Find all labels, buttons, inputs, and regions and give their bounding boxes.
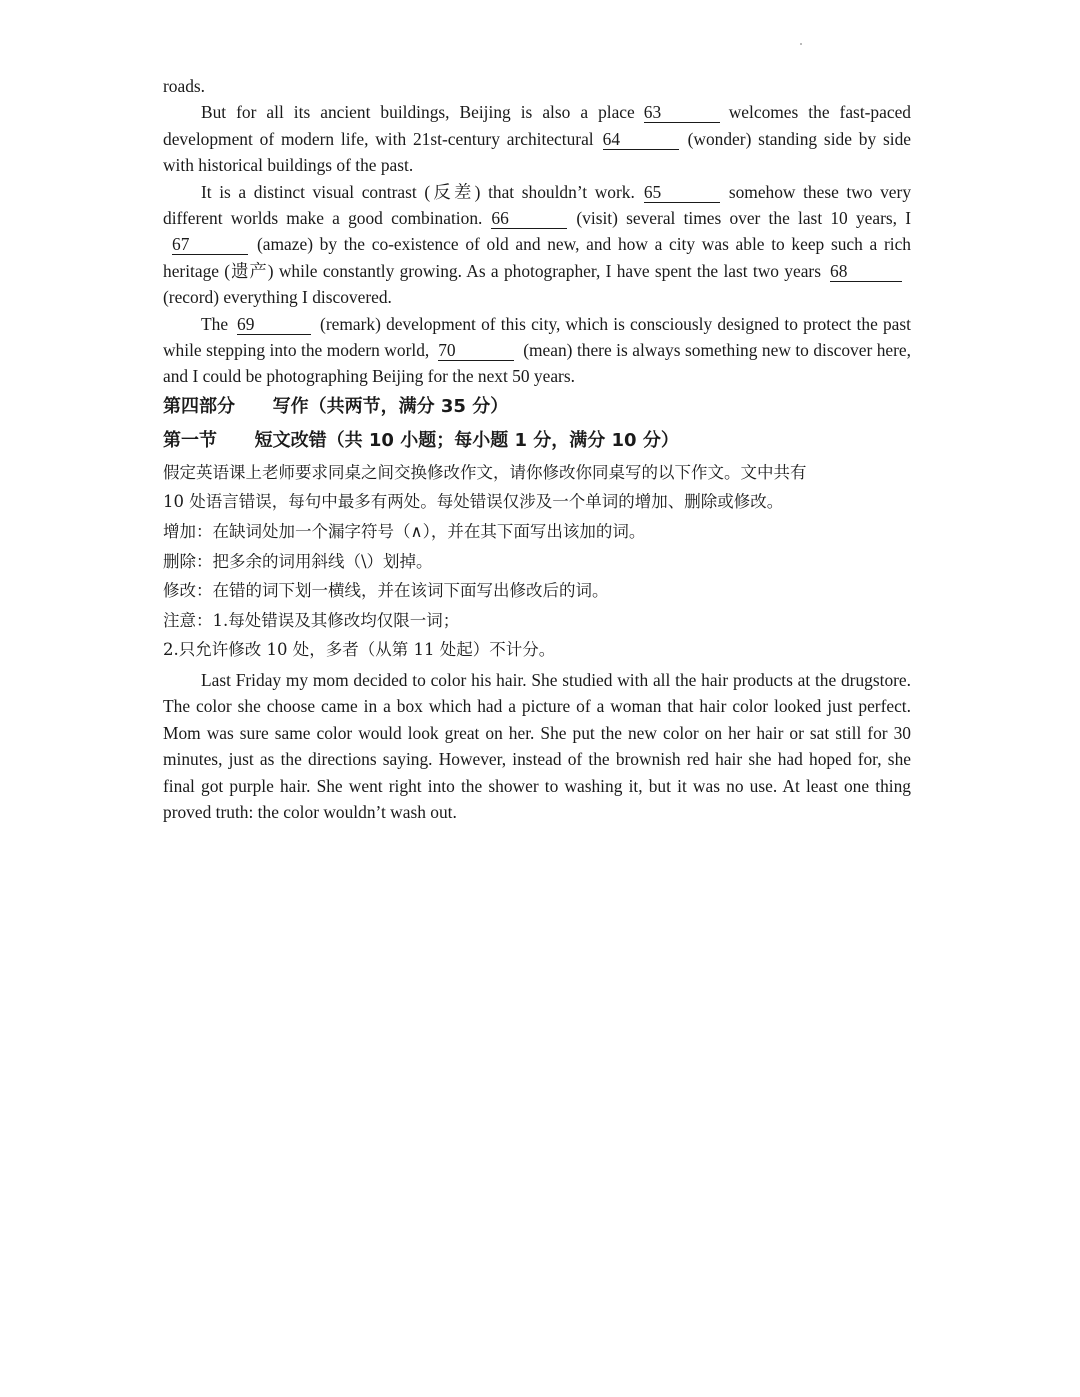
subsection-number: 第一节	[163, 429, 217, 451]
passage-paragraph-69-70	[163, 311, 911, 390]
instruction-note-2: 2.只允许修改 10 处，多者（从第 11 处起）不计分。	[163, 640, 556, 660]
section-heading-writing	[163, 390, 911, 424]
passage-text: welcomes the fast-paced development of modern life, with 21st-century architectural	[163, 102, 911, 149]
blank-67[interactable]: 67	[172, 235, 248, 255]
passage-paragraph-63-64	[163, 99, 911, 178]
essay-paragraph: Last Friday my mom decided to color his hair. She studied with all the hair products at the drugstore. The color she choose came in a box which had a picture of a woman that hair color looked just perfect. Mom was sure same color would look great on her. She put the new color on her hair or sat still for 30 minutes, just as the directions saying. However, instead of the brownish red hair she had hoped for, she final got purple hair. She went right into the shower to washing it, but it was no use. At least one thing proved truth: the color wouldn’t wash out.	[163, 670, 911, 823]
passage-text: (remark) development of this city, which is consciously designed to protect the past while stepping into the modern world,	[163, 313, 911, 361]
section-title: 写作（共两节，满分 35 分）	[272, 395, 509, 417]
instruction-delete: 删除：把多余的词用斜线（\）划掉。	[163, 551, 433, 571]
scan-speck	[800, 43, 802, 45]
instruction-modify: 修改：在错的词下划一横线，并在该词下面写出修改后的词。	[163, 581, 609, 601]
blank-63[interactable]: 63	[644, 103, 720, 123]
instruction-add: 增加：在缺词处加一个漏字符号（∧），并在其下面写出该加的词。	[163, 522, 646, 542]
passage-text: But for all its ancient buildings, Beijing is also a place	[201, 102, 635, 123]
passage-text: The	[201, 313, 229, 334]
section-number: 第四部分	[163, 395, 235, 417]
blank-66[interactable]: 66	[491, 209, 567, 229]
passage-text: (wonder) standing side by side with historical buildings of the past.	[163, 128, 911, 176]
exam-page	[163, 73, 911, 825]
instruction-line: 10 处语言错误，每句中最多有两处。每处错误仅涉及一个单词的增加、删除或修改。	[163, 492, 784, 512]
subsection-heading-error-correction	[163, 424, 911, 458]
instruction-note-1: 注意：1.每处错误及其修改均仅限一词；	[163, 610, 460, 630]
passage-text: (visit) several times over the last 10 years, I	[576, 208, 911, 229]
passage-text: (record) everything I discovered.	[163, 287, 392, 308]
blank-69[interactable]: 69	[237, 315, 311, 335]
passage-paragraph-65-68	[163, 179, 911, 311]
passage-line-roads: roads.	[163, 76, 206, 96]
passage-text: (mean) there is always something new to discover here, and I could be photographing Beijing for the next 50 years.	[163, 340, 911, 387]
blank-68[interactable]: 68	[830, 262, 902, 282]
instruction-line: 假定英语课上老师要求同桌之间交换修改作文，请你修改你同桌写的以下作文。文中共有	[163, 462, 807, 482]
subsection-title: 短文改错（共 10 小题；每小题 1 分，满分 10 分）	[254, 429, 679, 451]
blank-70[interactable]: 70	[438, 341, 514, 361]
blank-65[interactable]: 65	[644, 183, 720, 203]
passage-text: somehow these two very different worlds make a good combination.	[163, 181, 912, 229]
blank-64[interactable]: 64	[603, 130, 679, 150]
passage-text: (amaze) by the co-existence of old and new, and how a city was able to keep such a rich heritage (遗产) while constantly growing. As a photographer, I have spent the last two years	[163, 234, 911, 281]
passage-text: It is a distinct visual contrast (反差) that shouldn’t work.	[201, 181, 635, 202]
